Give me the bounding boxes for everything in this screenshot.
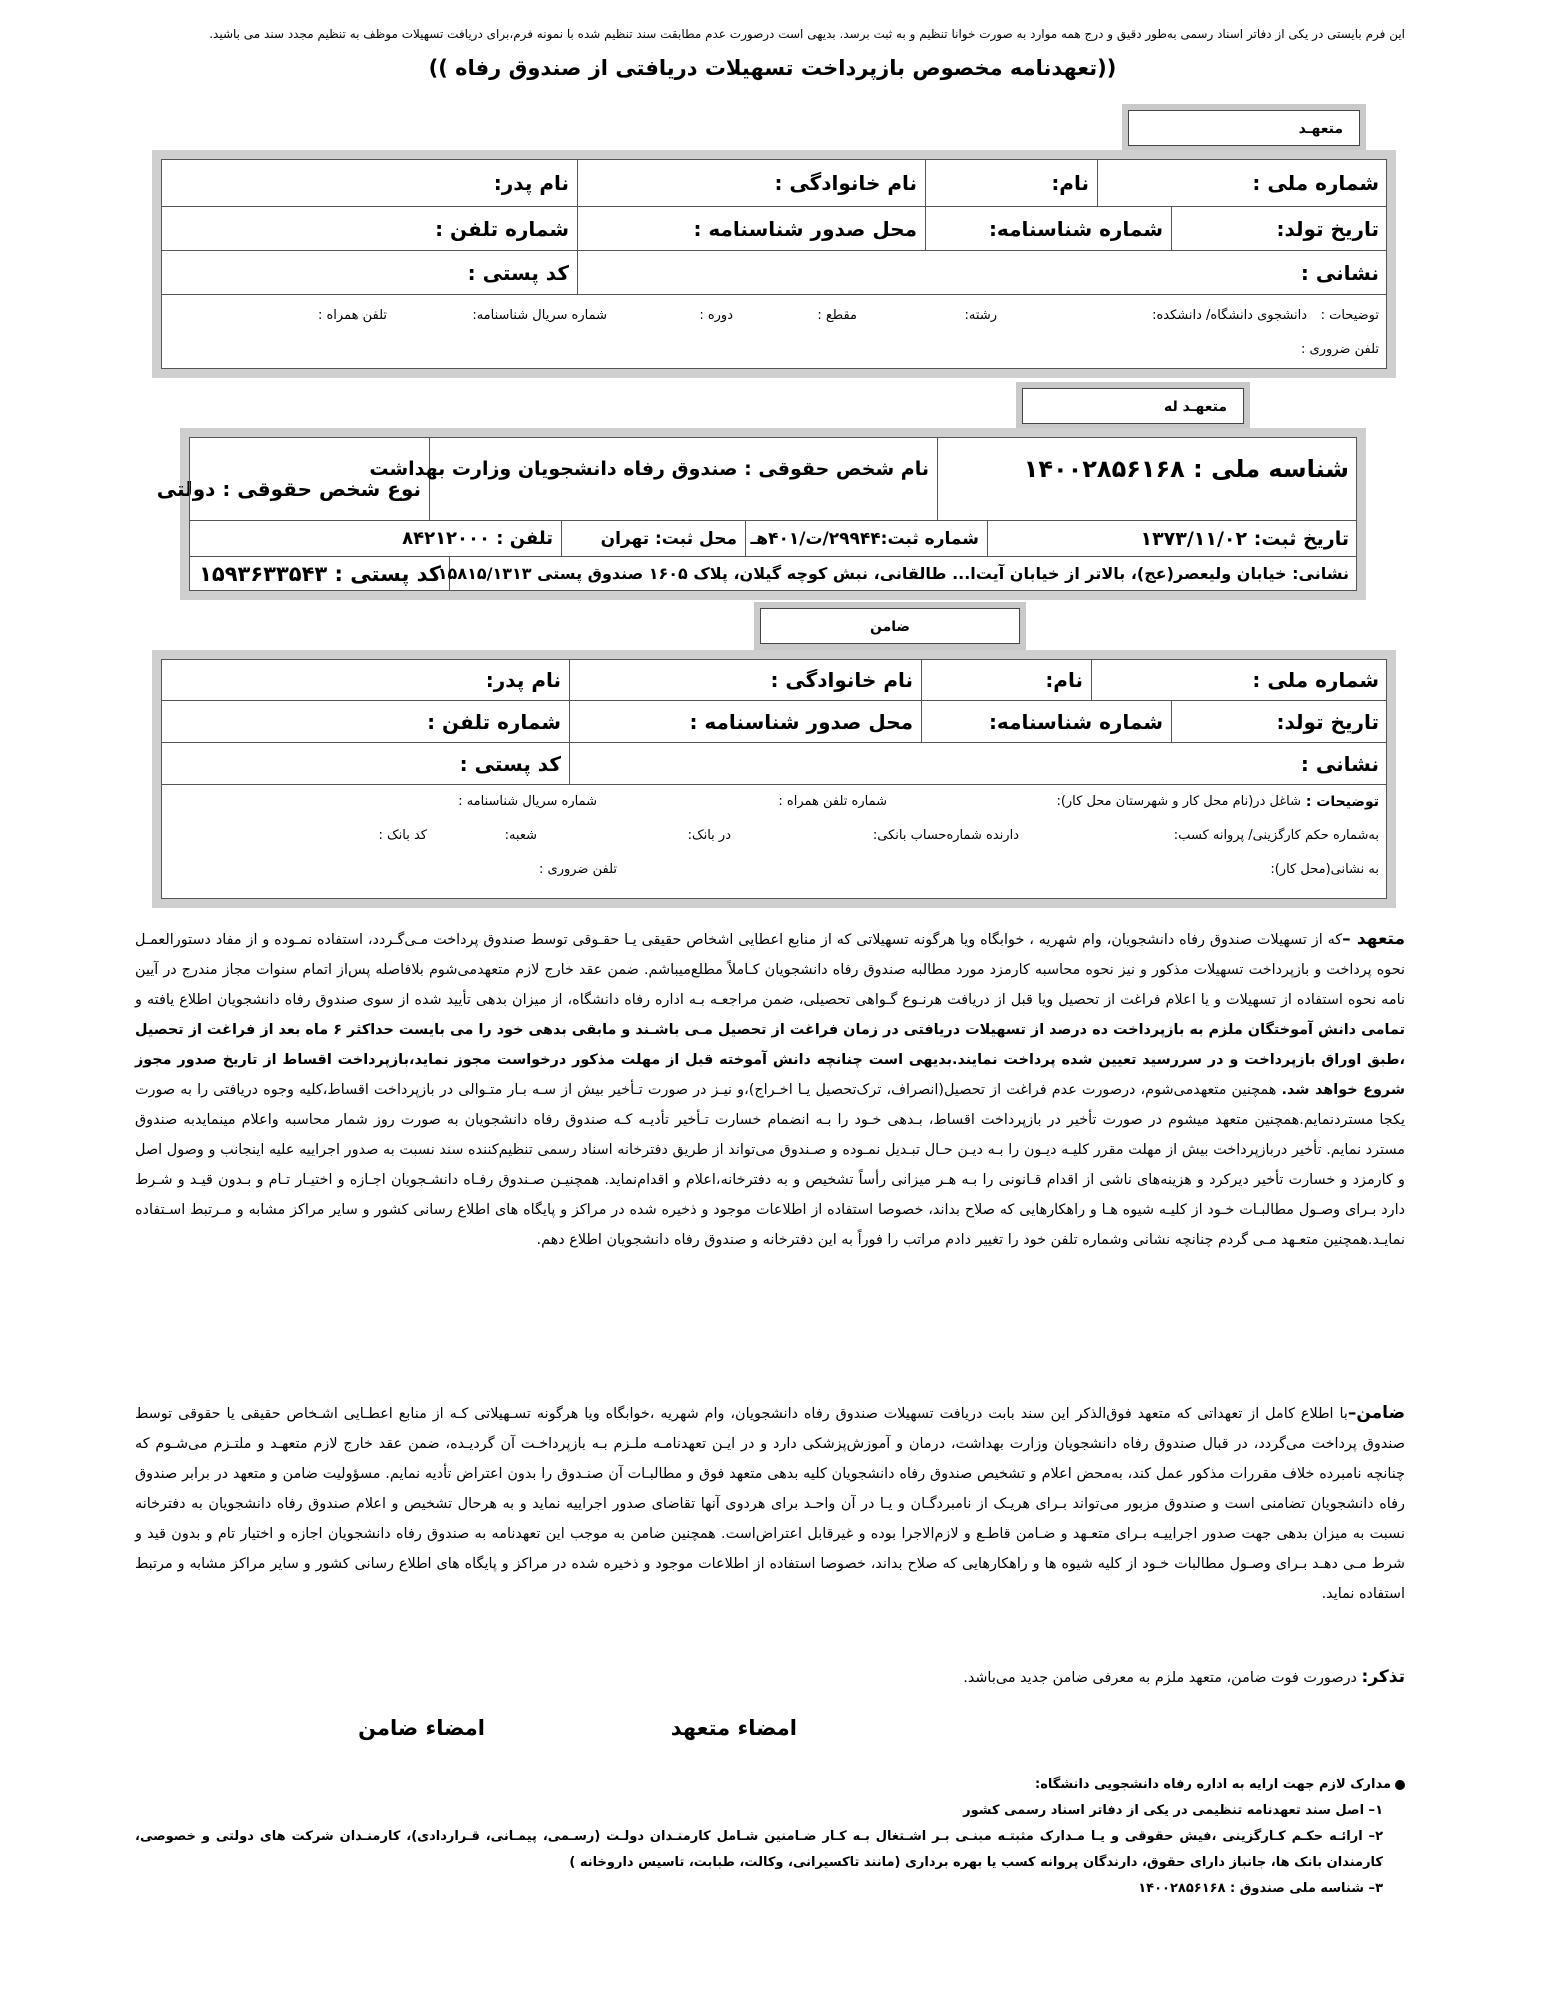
zamen-desc-account: دارنده شماره‌حساب بانکی: — [872, 828, 1019, 843]
zamen-address: نشانی : — [569, 743, 1387, 785]
zamen-desc-mobile: شماره تلفن همراه : — [778, 794, 887, 809]
motahhed-address: نشانی : — [577, 251, 1387, 295]
zamen-birth-date: تاریخ تولد: — [1171, 701, 1387, 743]
top-note: این فرم بایستی در یکی از دفاتر اسناد رسمی به‌طور دقیق و درج همه موارد به صورت خوانا تنظیم و به ثبت برسد. بدیهی است درصورت عدم مطابقت سند تنظیم شده با نمونه فرم،برای دریافت تسهیلات موظف به تنظیم مجدد سند می باشید. — [209, 27, 1405, 41]
fund-reg-place: محل ثبت: تهران — [561, 521, 745, 557]
motahhed-paragraph — [135, 924, 1405, 1255]
zamen-desc-bank-code: کد بانک : — [378, 828, 427, 843]
signature-motahhed: امضاء متعهد — [670, 1716, 797, 1740]
motahhed-id-no: شماره شناسنامه: — [925, 207, 1171, 251]
motahhed-father: نام پدر: — [161, 159, 577, 207]
zamen-name: نام: — [921, 659, 1091, 701]
zamen-box — [152, 650, 1396, 908]
motahhed-paragraph-rest: همچنین متعهدمی‌شوم، درصورت عدم فراغت از تحصیل(انصراف، ترک‌تحصیل یـا اخـراج)،و نیـز در صورت تـأخیر بیش از سـه بـار متـوالی در بازپرداخت اقساط،کلیه وجوه دریافتی را به صورت یکجا مستردنمایم.همچنین متعهد میشوم در صورت تأخیر در بازپرداخت اقساط، بـدهی خـود را بـه انضمام خسارت تـأخیر تأدیـه کـه صندوق رفاه دانشجویان به صورت روز شمار محاسبه واعلام مینمایدبه صندوق مسترد نمایم. تأخیر دربازپرداخت بیش از مهلت مقرر کلیـه دیـون را بـه دیـن حـال تبـدیل نمـوده و صـندوق می‌تواند از طریق دفترخانه اسناد رسمی تنظیم‌کننده سند نسبت به صدور اجراییه علیه اینجانب و وصول اصل و کارمزد و خسارت تأخیر دیرکرد و هزینه‌های ناشی از اقدام قـانونی را بـه هـر میزانی رأساً تشخیص و به دفترخانه،اعلام و اقدام‌نماید. همچنیـن صـندوق رفـاه دانشـجویان اجـازه و اختیـار تـام و بـدون قیـد و شـرط دارد بـرای وصـول مطالبـات خـود از کلیـه شیوه هـا و راهکارهایی که صلاح بداند، خصوصا استفاده از اطلاعات موجود و ذخیره شده در مراکز و پایگاه های اطلاع رسانی کشور و سایر مراکز مشابه و مـرتبط اسـتفاده نمایـد.همچنین متعـهد مـی گردم چنانچه نشانی وشماره تلفن خود را تغییر دادم مراتب را فوراً به این دفترخانه و صندوق رفاه دانشجویان اطلاع دهم. — [135, 1082, 1405, 1248]
motahhed-desc-emergency: تلفن ضروری : — [1301, 342, 1379, 357]
motahhed-birth-date: تاریخ تولد: — [1171, 207, 1387, 251]
motahhed-desc-serial: شماره سریال شناسنامه: — [472, 308, 607, 323]
zamen-id-no: شماره شناسنامه: — [921, 701, 1171, 743]
section-header-zamen: ضامن — [760, 608, 1020, 644]
motahhed-paragraph-bold: تمامی دانش آموختگان ملزم به بازپرداخت ده درصد از تسهیلات دریافتی در زمان فراغت از تحصیل مـی باشـند و مابقی بدهی خود را می بایست حداکثر ۶ ماه بعد از فراغت از تحصیل ،طبق اوراق بازپرداخت و در سررسید تعیین شده پرداخت نمایند.بدیهی است چنانچه دانش آموخته قبل از مهلت مذکور درخواست مجوز نماید،بازپرداخت اقساط از تاریخ صدور مجوز شروع خواهد شد. — [135, 1022, 1406, 1098]
note-text: درصورت فوت ضامن، متعهد ملزم به معرفی ضامن جدید می‌باشد. — [963, 1670, 1357, 1686]
zamen-desc-order: به‌شماره حکم کارگزینی/ پروانه کسب: — [1173, 828, 1379, 843]
note-lead: تذکر: — [1361, 1667, 1405, 1687]
fund-address: نشانی: خیابان ولیعصر(عج)، بالاتر از خیابان آیت‌ا... طالقانی، نبش کوچه گیلان، پلاک ۱۶۰۵ صندوق پستی ۱۵۸۱۵/۱۳۱۳ — [449, 557, 1357, 591]
required-doc-item: ۳– شناسه ملی صندوق : ۱۴۰۰۲۸۵۶۱۶۸ — [1138, 1881, 1383, 1896]
zamen-desc-work: شاغل در(نام محل کار و شهرستان محل کار): — [1056, 794, 1301, 809]
zamen-paragraph-text: با اطلاع کامل از تعهداتی که متعهد فوق‌الذکر این سند بابت دریافت تسهیلات صندوق رفاه دانشجویان، وام شهریه ،خوابگاه ویا هرگونه تسـهیلاتی کـه از منابع اعطـایی اشـخاص حقیقی یا حقوقی توسط صندوق پرداخت می‌گردد، در قبال صندوق رفاه دانشجویان وزارت بهداشت، درمان و آموزش‌پزشکی دارد و در ایـن تعهدنامـه ملـزم بـه بازپرداخـت آن گردیـده، ضمن عقد خارج لازم متعهـد و ملتـزم می‌شـوم که چنانچه نامبرده خلاف مقررات مذکور عمل کند، به‌محض اعلام و تشخیص صندوق رفاه دانشجویان کلیه بدهی متعهد فوق و مطالبـات آن صنـدوق را بدون اعتراض تأدیه نمایم. مسؤولیت ضامن و متعهد در برابر صندوق رفاه دانشجویان تضامنی است و صندوق مزبور می‌تواند بـرای هریـک از نامبردگـان و یـا در آن واحـد برای هردوی آنها تقاضای صدور اجراییه نماید و به هرحال تشخیص و اعلام صندوق رفاه دانشجویان به دفترخانه نسبت به میزان بدهی جهت صدور اجراییـه بـرای متعـهد و ضـامن قاطـع و لازم‌الاجرا بوده و غیرقابل اعتراض‌است. همچنین ضامن به موجب این تعهدنامه به صندوق رفاه دانشجویان اجازه و اختیار تام و بدون قید و شرط مـی دهـد بـرای وصـول مطالبات خـود از کلیه شیوه ها و راهکارهایی که صلاح بداند، خصوصا استفاده از اطلاعات موجود و ذخیره شده در مراکز و پایگاه های اطلاع رسانی کشور و سایر مراکز مشابه و مرتبط استفاده نماید. — [135, 1406, 1405, 1602]
section-header-motahhed: متعهـد — [1128, 110, 1360, 146]
fund-legal-type: نوع شخص حقوقی : دولتی — [189, 437, 429, 521]
zamen-paragraph — [135, 1398, 1405, 1609]
bullet-icon — [1395, 1780, 1405, 1790]
zamen-desc-label: توضیحات : — [1305, 794, 1379, 810]
zamen-paragraph-lead: ضامن– — [1347, 1403, 1405, 1423]
motahhed-paragraph-lead: متعهد – — [1342, 929, 1406, 949]
motahhed-family: نام خانوادگی : — [577, 159, 925, 207]
motahhed-issue-place: محل صدور شناسنامه : — [577, 207, 925, 251]
required-doc-item: ۱– اصل سند تعهدنامه تنظیمی در یکی از دفاتر اسناد رسمی کشور — [963, 1803, 1383, 1818]
motahhed-box — [152, 150, 1396, 378]
required-docs — [135, 1772, 1405, 1902]
fund-legal-name: نام شخص حقوقی : صندوق رفاه دانشجویان وزارت بهداشت — [429, 437, 937, 521]
motahhed-desc-field: رشته: — [964, 308, 997, 323]
motahhed-phone: شماره تلفن : — [161, 207, 577, 251]
fund-phone: تلفن : ۸۴۲۱۲۰۰۰ — [189, 521, 561, 557]
motahhed-desc-term: دوره : — [699, 308, 733, 323]
motahhed-paragraph-text: که از تسهیلات صندوق رفاه دانشجویان، وام شهریه ، خوابگاه ویا هرگونه تسهیلاتی که از منابع اعطایی اشخاص حقیقی یـا حقـوقی توسط صندوق پرداخت مـی‌گـردد، استفاده نمـوده و از مفاد دستورالعمـل نحوه پرداخت و بازپرداخت تسهیلات مذکور و نیز نحوه محاسبه کارمزد مورد مطالبه صندوق رفاه دانشجویان کـاملاً مطلع‌میباشم. ضمن عقد خارج لازم متعهدمی‌شوم بلافاصله پس‌از اتمام سنوات مجاز مندرج در آیین نامه نحوه استفاده از تسهیلات و یا اعلام فراغت از تحصیل ویا قبل از دریافت هرنـوع گـواهی تحصیلی، ضمن مراجعـه بـه اداره رفاه دانشگاه، از میزان بدهی تأیید شده از سوی صندوق رفاه دانشجویان اطلاع یافته و — [135, 932, 1405, 1008]
zamen-desc-work-address: به نشانی(محل کار): — [1270, 862, 1379, 877]
page-title: ((تعهدنامه مخصوص بازپرداخت تسهیلات دریافتی از صندوق رفاه )) — [428, 56, 1117, 80]
motahhed-name: نام: — [925, 159, 1097, 207]
note-paragraph — [135, 1662, 1405, 1693]
motahhed-postal: کد پستی : — [161, 251, 577, 295]
zamen-father: نام پدر: — [161, 659, 569, 701]
required-doc-item: ۲– ارائـه حکـم کـارگزینی ،فیش حقوقی و یـا مـدارک مثبتـه مبنـی بـر اشـتغال بـه کـار ضـامنین شـامل کارمنـدان دولـت (رسـمی، پیمـانی، قـراردادی)، کارمنـدان شرکت های دولتی و خصوصی، کارمندان بانک ها، جانباز دارای حقوق، دارندگان پروانه کسب یا بهره برداری (مانند تاکسیرانی، وکالت، طبابت، تاسیس داروخانه ) — [135, 1829, 1383, 1870]
zamen-desc-branch: شعبه: — [504, 828, 537, 843]
zamen-postal: کد پستی : — [161, 743, 569, 785]
motahhed-desc-label: توضیحات : — [1320, 308, 1379, 323]
motahhed-desc-level: مقطع : — [817, 308, 857, 323]
motahhed-desc-university: دانشجوی دانشگاه/ دانشکده: — [1152, 308, 1307, 323]
section-header-motahhed-leh: متعهـد له — [1022, 388, 1244, 424]
fund-national-id: شناسه ملی : ۱۴۰۰۲۸۵۶۱۶۸ — [937, 437, 1357, 521]
zamen-issue-place: محل صدور شناسنامه : — [569, 701, 921, 743]
zamen-desc-emergency: تلفن ضروری : — [539, 862, 617, 877]
signature-zamen: امضاء ضامن — [358, 1716, 485, 1740]
fund-reg-date: تاریخ ثبت: ۱۳۷۳/۱۱/۰۲ — [987, 521, 1357, 557]
motahhed-desc-mobile: تلفن همراه : — [317, 308, 387, 323]
zamen-family: نام خانوادگی : — [569, 659, 921, 701]
required-docs-title: مدارک لازم جهت ارایه به اداره رفاه دانشجویی دانشگاه: — [135, 1772, 1405, 1798]
zamen-phone: شماره تلفن : — [161, 701, 569, 743]
motahhed-leh-box — [156, 428, 1366, 600]
fund-reg-no: شماره ثبت:۲۹۹۴۴/ت/۴۰۱هـ — [745, 521, 987, 557]
fund-postal: کد پستی : ۱۵۹۳۶۳۳۵۴۳ — [199, 562, 441, 586]
motahhed-national-id: شماره ملی : — [1097, 159, 1387, 207]
zamen-desc-bank: در بانک: — [687, 828, 731, 843]
zamen-national-id: شماره ملی : — [1091, 659, 1387, 701]
zamen-desc-serial: شماره سریال شناسنامه : — [458, 794, 597, 809]
